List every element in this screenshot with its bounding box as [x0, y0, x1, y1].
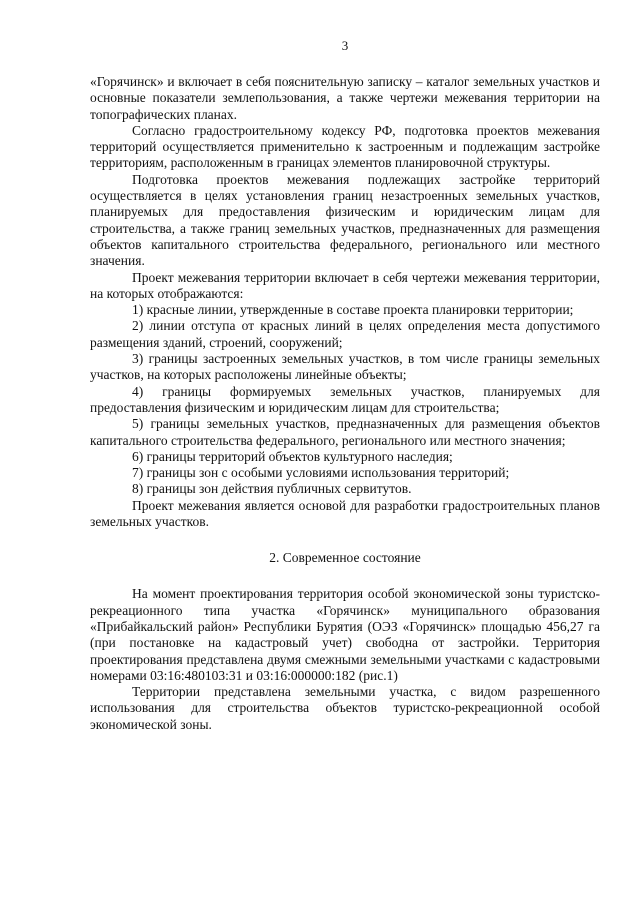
paragraph: Проект межевания является основой для разработки градостроительных планов земельных участков.	[90, 497, 600, 530]
list-item: 7) границы зон с особыми условиями использования территорий;	[132, 465, 510, 481]
list-item: 6) границы территорий объектов культурного наследия;	[132, 448, 453, 464]
paragraph: Проект межевания территории включает в себя чертежи межевания территории, на которых отображаются:	[90, 269, 600, 301]
paragraph: На момент проектирования территория особой экономической зоны туристско-рекреационного типа участка «Горячинск» муниципального образования «Прибайкальский район» Республики Бурятия (ОЭЗ «Горячинск» площадью 456,27 га (при постановке на кадастровый учет) свободна от застройки. Территория проектирования представлена двумя смежными земельными участками с кадастровыми номерами 03:16:480103:31 и 03:16:000000:182 (рис.1)	[90, 586, 600, 683]
list-item: 1) красные линии, утвержденные в составе проекта планировки территории;	[132, 302, 574, 318]
list-item: 4) границы формируемых земельных участков, планируемых для предоставления физическим и юридическим лицам для строительства;	[90, 383, 600, 415]
body-text-bottom	[90, 586, 600, 733]
list-item: 3) границы застроенных земельных участков, в том числе границы земельных участков, на которых расположены линейные объекты;	[90, 351, 600, 383]
body-text-top	[90, 74, 600, 530]
paragraph: Согласно градостроительному кодексу РФ, подготовка проектов межевания территорий осуществляется применительно к застроенным и подлежащим застройке территориям, расположенным в границах элементов планировочной структуры.	[90, 122, 600, 171]
paragraph: Территории представлена земельными участка, с видом разрешенного использования для строительства объектов туристско-рекреационной особой экономической зоны.	[90, 684, 600, 732]
list-item: 2) линии отступа от красных линий в целях определения места допустимого размещения зданий, строений, сооружений;	[90, 318, 600, 350]
section-heading: 2. Современное состояние	[269, 550, 421, 566]
list-item: 8) границы зон действия публичных сервитутов.	[132, 481, 412, 497]
page-number: 3	[341, 38, 349, 53]
list-item: 5) границы земельных участков, предназначенных для размещения объектов капитального строительства федерального, регионального или местного значения;	[90, 416, 600, 448]
paragraph: Подготовка проектов межевания подлежащих застройке территорий осуществляется в целях установления границ незастроенных земельных участков, планируемых для предоставления физическим и юридическим лицам для строительства, а также границ земельных участков, предназначенных для размещения объектов капитального строительства федерального, регионального или местного значения.	[90, 171, 600, 269]
paragraph: «Горячинск» и включает в себя пояснительную записку – каталог земельных участков и основные показатели землепользования, а также чертежи межевания территории на топографических планах.	[90, 74, 600, 122]
